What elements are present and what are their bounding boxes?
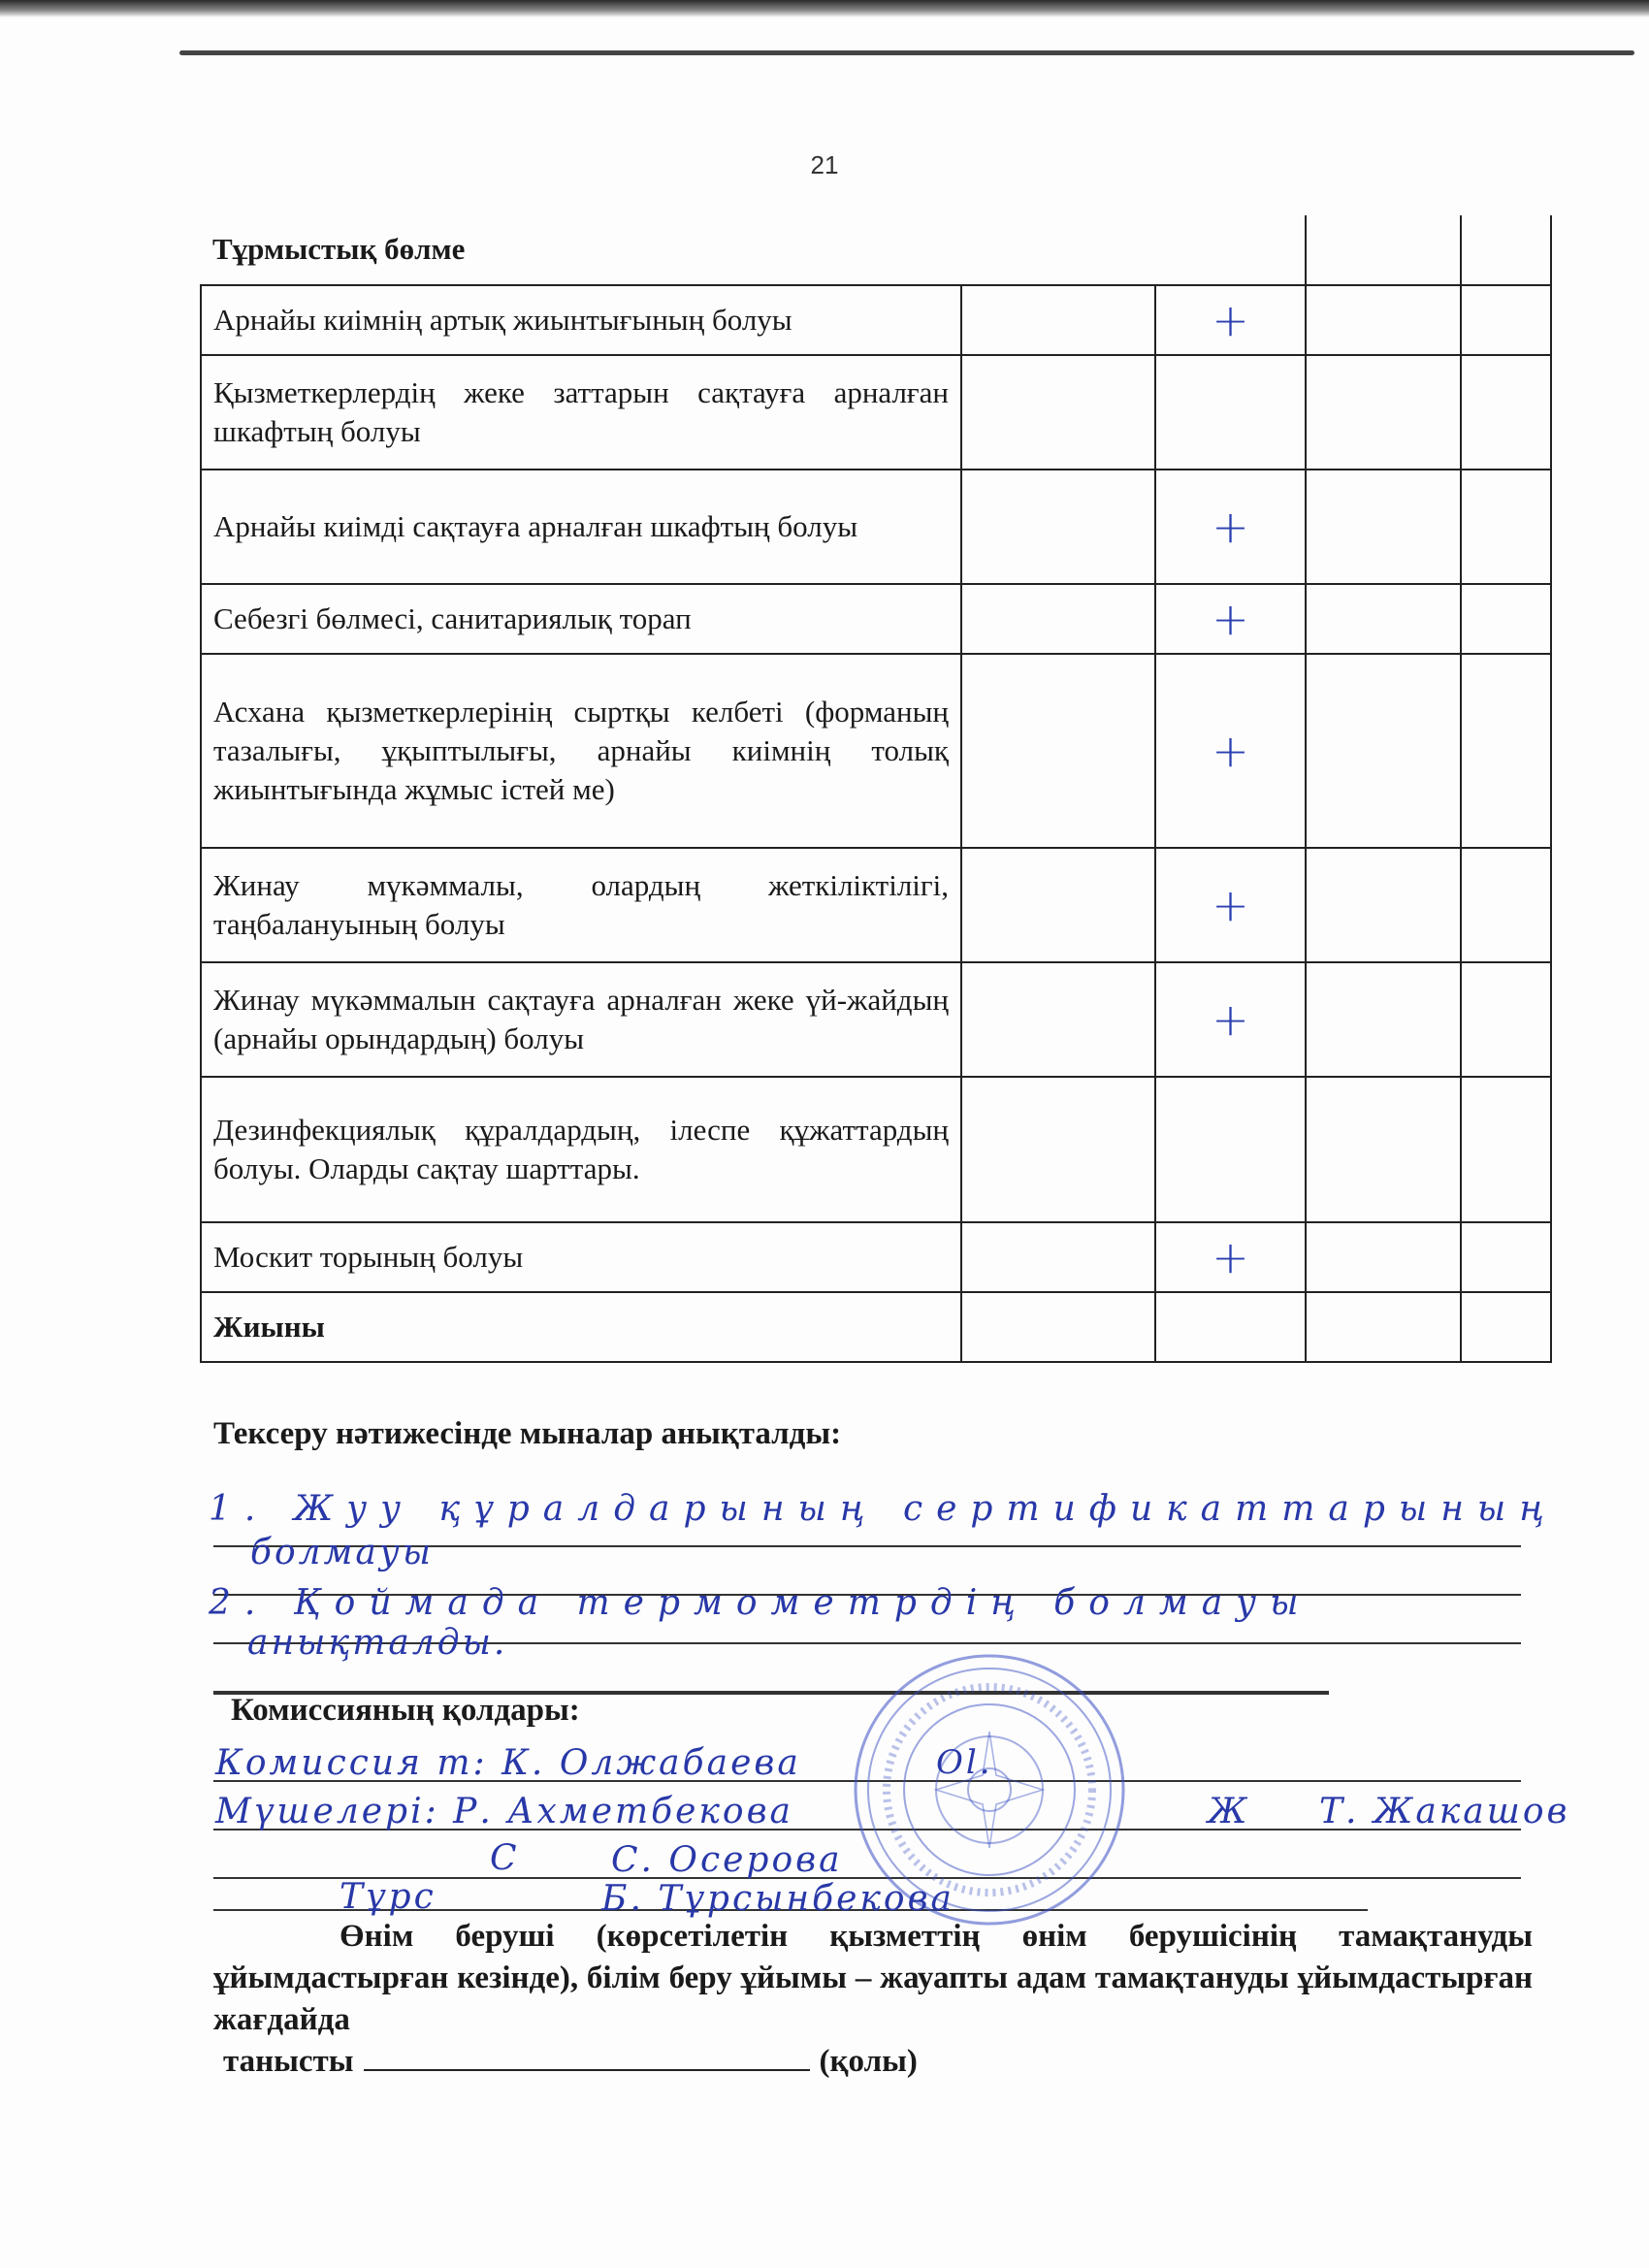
table-row (201, 470, 1551, 584)
empty-cell (1461, 1292, 1551, 1362)
plus-mark: + (1212, 294, 1249, 346)
empty-cell (961, 1222, 1155, 1292)
empty-cell (1461, 584, 1551, 654)
row-label: Тұрмыстық бөлме (201, 215, 1306, 285)
plus-mark: + (1212, 501, 1249, 553)
plus-mark: + (1212, 1231, 1249, 1283)
table-row (201, 215, 1551, 285)
empty-cell (961, 962, 1155, 1077)
mark-cell (1155, 1222, 1306, 1292)
empty-cell (961, 355, 1155, 470)
empty-cell (1461, 470, 1551, 584)
empty-cell (1306, 654, 1461, 848)
ack-suffix: (қолы) (819, 2044, 918, 2079)
empty-cell (1306, 584, 1461, 654)
finding-1-cont: болмауы (250, 1533, 435, 1572)
empty-cell (1461, 848, 1551, 962)
signature-member-3-mark: С (490, 1838, 520, 1878)
footer-paragraph: Өнім беруші (көрсетілетін қызметтің өнім берушісінің тамақтануды ұйымдастырған кезінде), білім беру ұйымы – жауапты адам тамақтануды ұйымдастырған жағдайда (213, 1919, 1533, 2037)
mark-cell (1155, 584, 1306, 654)
finding-2: 2. Қоймада термометрдің болмауы (209, 1583, 1312, 1623)
empty-cell (1306, 962, 1461, 1077)
table-row (201, 1077, 1551, 1222)
signature-member-2: Т. Жакашов (1319, 1792, 1570, 1831)
table-row (201, 962, 1551, 1077)
empty-cell (961, 285, 1155, 355)
empty-cell (1461, 1077, 1551, 1222)
empty-cell (961, 470, 1155, 584)
commission-title: Комиссияның қолдары: (231, 1693, 580, 1728)
mark-cell (1155, 654, 1306, 848)
plus-mark: + (1212, 593, 1249, 645)
checklist-table (200, 215, 1552, 1363)
mark-cell (1155, 1292, 1306, 1362)
empty-cell (1306, 1077, 1461, 1222)
empty-cell (1306, 215, 1461, 285)
empty-cell (961, 848, 1155, 962)
empty-cell (1461, 654, 1551, 848)
plus-mark: + (1212, 725, 1249, 777)
finding-1: 1. Жуу құралдарының сертификаттарының (209, 1489, 1558, 1529)
empty-cell (1461, 285, 1551, 355)
row-label: Жинау мүкәммалы, олардың жеткіліктілігі, таңбалануының болуы (201, 848, 961, 962)
table-row (201, 848, 1551, 962)
row-label: Арнайы киімнің артық жиынтығының болуы (201, 285, 961, 355)
row-label: Арнайы киімді сақтауға арналған шкафтың болуы (201, 470, 961, 584)
mark-cell (1155, 848, 1306, 962)
row-label: Москит торының болуы (201, 1222, 961, 1292)
mark-cell (1155, 355, 1306, 470)
empty-cell (1306, 848, 1461, 962)
table-row (201, 1222, 1551, 1292)
empty-cell (961, 584, 1155, 654)
empty-cell (1306, 1292, 1461, 1362)
row-label: Қызметкерлердің жеке заттарын сақтауға арналған шкафтың болуы (201, 355, 961, 470)
table-row (201, 1292, 1551, 1362)
scan-edge (0, 0, 1649, 17)
signature-member-4-mark: Тұрс (340, 1877, 436, 1917)
mark-cell (1155, 1077, 1306, 1222)
row-label: Асхана қызметкерлерінің сыртқы келбеті (форманың тазалығы, ұқыптылығы, арнайы киімнің толық жиынтығында жұмыс істей ме) (201, 654, 961, 848)
scan-artifact-line (179, 50, 1634, 55)
empty-cell (961, 1292, 1155, 1362)
empty-cell (1306, 470, 1461, 584)
mark-cell (1155, 470, 1306, 584)
table-row (201, 654, 1551, 848)
row-label: Жинау мүкәммалын сақтауға арналған жеке үй-жайдың (арнайы орындардың) болуы (201, 962, 961, 1077)
page-number: 21 (810, 150, 839, 179)
mark-cell (1155, 962, 1306, 1077)
plus-mark: + (1212, 879, 1249, 931)
row-label: Дезинфекциялық құралдардың, ілеспе құжаттардың болуы. Оларды сақтау шарттары. (201, 1077, 961, 1222)
mark-cell (1155, 285, 1306, 355)
signature-member-mark: Ж (1208, 1792, 1250, 1831)
row-label: Себезгі бөлмесі, санитариялық торап (201, 584, 961, 654)
signature-chair-mark: Ol. (936, 1743, 993, 1782)
empty-cell (1306, 285, 1461, 355)
ack-signature-blank (364, 2042, 810, 2071)
signature-member-3: С. Осерова (611, 1840, 843, 1880)
signature-member-1: Мүшелері: Р. Ахметбекова (215, 1792, 794, 1831)
table-row (201, 355, 1551, 470)
empty-cell (961, 1077, 1155, 1222)
plus-mark: + (1212, 993, 1249, 1046)
row-label: Жиыны (201, 1292, 961, 1362)
empty-cell (1461, 355, 1551, 470)
empty-cell (1461, 1222, 1551, 1292)
signature-chair: Комиссия т: К. Олжабаева (215, 1743, 801, 1783)
acknowledgement-line (223, 2042, 918, 2080)
finding-2-cont: анықталды. (247, 1623, 508, 1663)
empty-cell (1306, 1222, 1461, 1292)
findings-title: Тексеру нәтижесінде мыналар анықталды: (213, 1416, 842, 1451)
empty-cell (1461, 962, 1551, 1077)
ack-prefix: танысты (223, 2044, 354, 2079)
empty-cell (961, 654, 1155, 848)
table-row (201, 285, 1551, 355)
empty-cell (1306, 355, 1461, 470)
signature-member-4: Б. Тұрсынбекова (601, 1879, 955, 1919)
table-row (201, 584, 1551, 654)
empty-cell (1461, 215, 1551, 285)
